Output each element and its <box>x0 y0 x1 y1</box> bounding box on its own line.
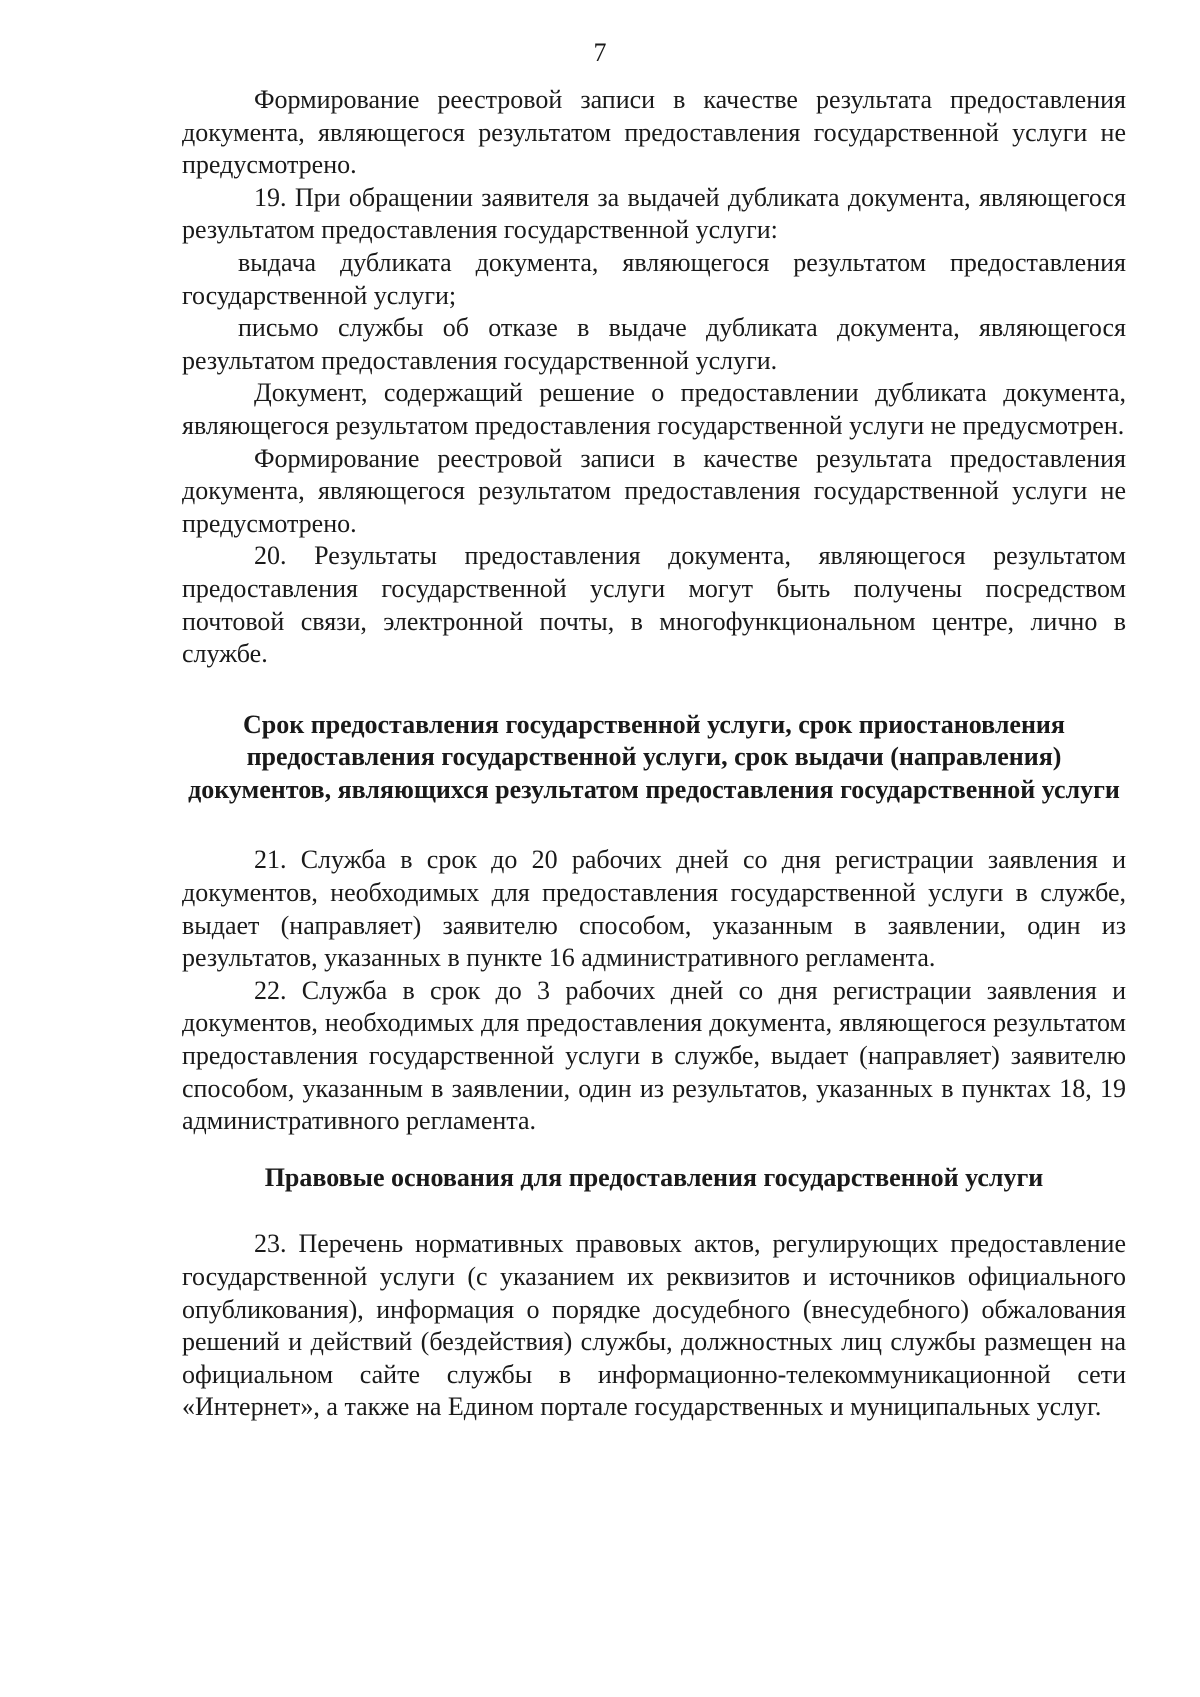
page-number: 7 <box>593 38 607 67</box>
paragraph-19: 19. При обращении заявителя за выдачей дубликата документа, являющегося результатом предоставления государственной услуги: <box>182 182 1126 245</box>
paragraph-22: 22. Служба в срок до 3 рабочих дней со дня регистрации заявления и документов, необходимых для предоставления документа, являющегося результатом предоставления государственной услуги в службе, выдает (направляет) заявителю способом, указанным в заявлении, один из результатов, указанных в пунктах 18, 19 административного регламента. <box>182 975 1126 1136</box>
document-body <box>182 84 1126 1424</box>
paragraph-21: 21. Служба в срок до 20 рабочих дней со дня регистрации заявления и документов, необходимых для предоставления государственной услуги в службе, выдает (направляет) заявителю способом, указанным в заявлении, один из результатов, указанных в пункте 16 административного регламента. <box>182 845 1126 973</box>
paragraph-registry-record-2: Формирование реестровой записи в качестве результата предоставления документа, являющегося результатом предоставления государственной услуги не предусмотрено. <box>182 443 1126 538</box>
paragraph-23: 23. Перечень нормативных правовых актов, регулирующих предоставление государственной услуги (с указанием их реквизитов и источников официального опубликования), информация о порядке досудебного (внесудебного) обжалования решений и действий (бездействия) службы, должностных лиц службы размещен на официальном сайте службы в информационно-телекоммуникационной сети «Интернет», а также на Едином портале государственных и муниципальных услуг. <box>182 1229 1126 1422</box>
section-heading-terms: Срок предоставления государственной услуги, срок приостановления предоставления государственной услуги, срок выдачи (направления) документов, являющихся результатом предоставления государственной услуги <box>188 709 1120 804</box>
list-item-duplicate-issuance: выдача дубликата документа, являющегося результатом предоставления государственной услуги; <box>182 247 1126 310</box>
paragraph-20: 20. Результаты предоставления документа, являющегося результатом предоставления государственной услуги могут быть получены посредством почтовой связи, электронной почты, в многофункциональном центре, лично в службе. <box>182 541 1126 669</box>
paragraph-decision-document: Документ, содержащий решение о предоставлении дубликата документа, являющегося результатом предоставления государственной услуги не предусмотрен. <box>182 378 1126 440</box>
section-heading-legal-basis: Правовые основания для предоставления государственной услуги <box>264 1162 1044 1192</box>
list-item-refusal-letter: письмо службы об отказе в выдаче дубликата документа, являющегося результатом предоставления государственной услуги. <box>182 313 1126 375</box>
paragraph-registry-record-1: Формирование реестровой записи в качестве результата предоставления документа, являющегося результатом предоставления государственной услуги не предусмотрено. <box>182 85 1126 180</box>
